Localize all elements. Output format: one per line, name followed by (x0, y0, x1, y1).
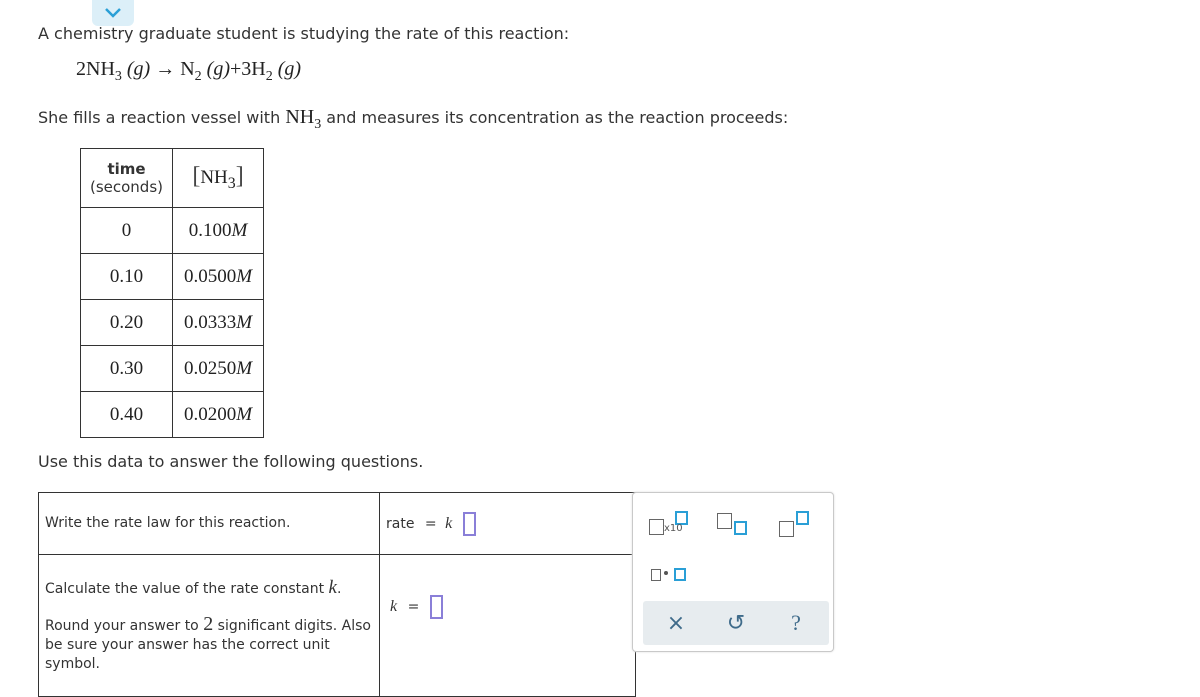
conc-cell: 0.0200M (173, 392, 264, 438)
conc-header: $[NH_3]$ (173, 149, 264, 208)
time-cell: 0.20 (81, 300, 173, 346)
x10-label: x10 (664, 523, 683, 534)
undo-button[interactable] (711, 601, 761, 645)
question-table (38, 492, 636, 697)
time-cell: 0.10 (81, 254, 173, 300)
concentration-table (80, 148, 264, 438)
intro-text: A chemistry graduate student is studying the rate of this reaction: (38, 24, 570, 43)
table-row (81, 300, 264, 346)
base-box-icon (779, 521, 794, 537)
table-row (81, 254, 264, 300)
table-row (81, 346, 264, 392)
time-header: time (seconds) (81, 149, 173, 208)
toolbox-action-bar (643, 601, 829, 645)
scientific-notation-tool[interactable] (649, 511, 695, 535)
table-row (81, 208, 264, 254)
question-row-rate-law (39, 493, 636, 555)
base-box-icon (649, 519, 664, 535)
description-text: She fills a reaction vessel with $NH_3$ and measures its concentration as the reaction proceeds: (38, 106, 789, 132)
help-button[interactable] (771, 601, 821, 645)
subscript-box-icon (734, 521, 747, 535)
reaction-equation: $2NH_3$ $(g) \to N_2$ $(g)+3H_2$ (g) (76, 58, 302, 84)
multiply-dot-tool[interactable] (649, 565, 689, 583)
conc-cell: 0.0500M (173, 254, 264, 300)
close-icon: × (666, 610, 686, 636)
rate-law-answer: rate = k (380, 493, 636, 555)
table-header-row (81, 149, 264, 208)
math-toolbox (632, 492, 834, 652)
clear-button[interactable] (651, 601, 701, 645)
time-cell: 0 (81, 208, 173, 254)
time-cell: 0.40 (81, 392, 173, 438)
conc-cell: 0.0333M (173, 300, 264, 346)
question-row-rate-constant (39, 555, 636, 697)
subscript-tool[interactable] (717, 511, 747, 535)
help-icon: ? (791, 610, 801, 635)
rate-constant-input[interactable] (430, 595, 443, 619)
chevron-down-icon (104, 7, 122, 19)
rate-constant-question: Calculate the value of the rate constant k. Round your answer to 2 significant digits. Also be sure your answer has the correct unit symbol. (39, 555, 380, 697)
right-box-icon (674, 568, 686, 581)
rate-constant-answer: k = (380, 555, 636, 697)
conc-cell: 0.100M (173, 208, 264, 254)
rate-exponent-input[interactable] (463, 512, 476, 536)
species-nh3: $NH_3$ (285, 106, 322, 132)
instruction-text: Use this data to answer the following questions. (38, 452, 424, 471)
collapse-tab[interactable] (92, 0, 134, 26)
dot-icon (664, 571, 668, 575)
superscript-tool[interactable] (779, 511, 809, 535)
base-box-icon (717, 513, 732, 529)
conc-cell: 0.0250M (173, 346, 264, 392)
undo-icon: ↺ (726, 610, 746, 636)
superscript-box-icon (796, 511, 809, 525)
rate-law-question: Write the rate law for this reaction. (39, 493, 380, 555)
left-box-icon (651, 569, 661, 581)
time-cell: 0.30 (81, 346, 173, 392)
table-row (81, 392, 264, 438)
